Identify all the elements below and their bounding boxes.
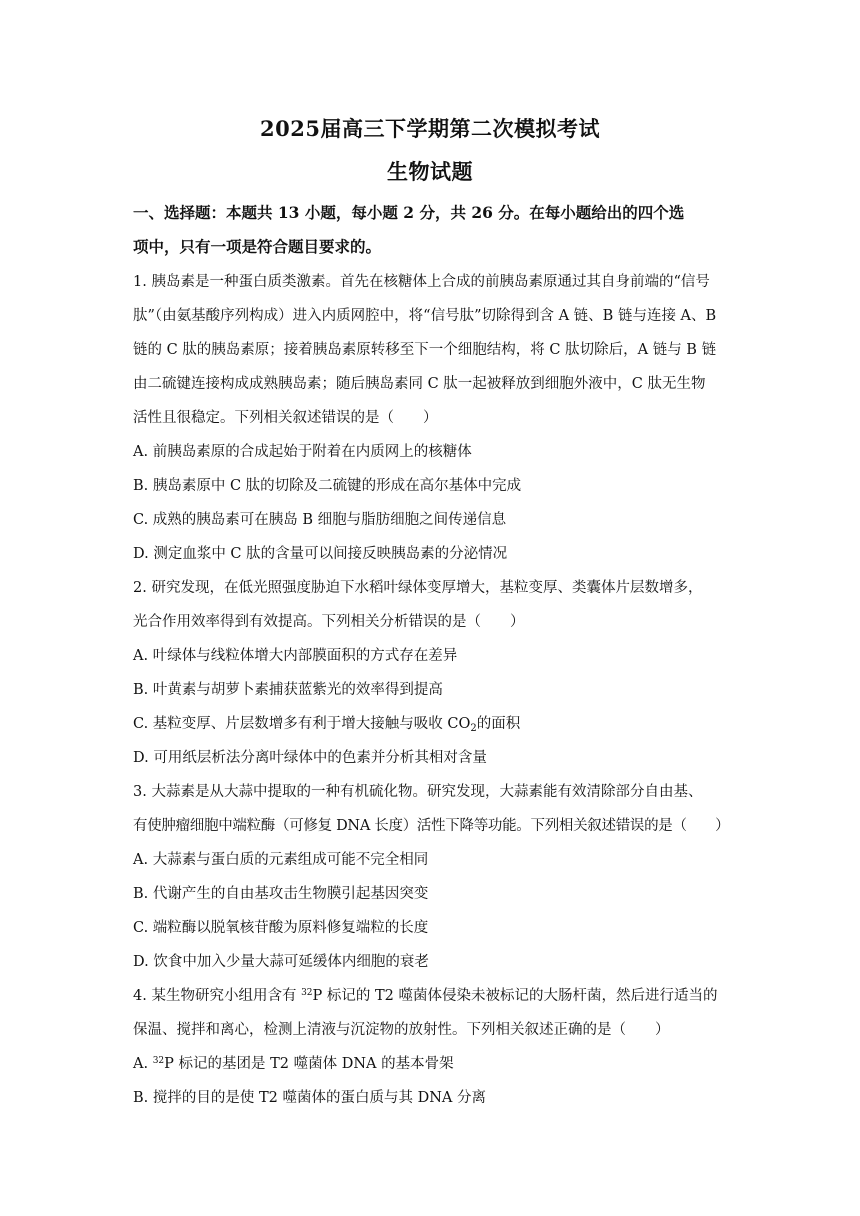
section-heading-line-2: 项中，只有一项是符合题目要求的。 — [133, 237, 382, 256]
q2-option-a: A. 叶绿体与线粒体增大内部膜面积的方式存在差异 — [133, 648, 458, 664]
q2-option-c-tail: 的面积 — [476, 716, 521, 732]
q4-stem-pre: 4. 某生物研究小组用含有 — [133, 988, 302, 1004]
q1-option-c: C. 成熟的胰岛素可在胰岛 B 细胞与脂肪细胞之间传递信息 — [133, 512, 507, 528]
q1-stem-line-4: 由二硫键连接构成成熟胰岛素；随后胰岛素同 C 肽一起被释放到细胞外液中，C 肽无生物 — [133, 376, 706, 392]
q1-stem-line-5: 活性且很稳定。下列相关叙述错误的是（ ） — [133, 410, 438, 426]
q3-option-b: B. 代谢产生的自由基攻击生物膜引起基因突变 — [133, 886, 429, 902]
q4-option-a-pre: A. — [133, 1056, 153, 1072]
q4-option-a — [133, 1047, 733, 1081]
q4-option-a-superscript: 32 — [152, 1056, 165, 1066]
q1-stem-line-2: 肽”（由氨基酸序列构成）进入内质网腔中，将“信号肽”切除得到含 A 链、B 链与连接 A、B — [133, 308, 717, 324]
q3-option-d: D. 饮食中加入少量大蒜可延缓体内细胞的衰老 — [133, 954, 429, 970]
q2-option-c-text: C. 基粒变厚、片层数增多有利于增大接触与吸收 CO — [133, 716, 471, 732]
q4-stem-superscript: 32 — [301, 988, 313, 998]
section-heading-line-1: 一、选择题：本题共 13 小题，每小题 2 分，共 26 分。在每小题给出的四个选 — [133, 203, 685, 222]
q4-stem-post: P 标记的 T2 噬菌体侵染未被标记的大肠杆菌，然后进行适当的 — [312, 988, 718, 1004]
exam-title: 2025届高三下学期第二次模拟考试 — [260, 116, 600, 141]
exam-subtitle: 生物试题 — [387, 159, 473, 184]
q1-option-b: B. 胰岛素原中 C 肽的切除及二硫键的形成在高尔基体中完成 — [133, 478, 522, 494]
q1-option-a: A. 前胰岛素原的合成起始于附着在内质网上的核糖体 — [133, 444, 472, 460]
q3-stem-line-1: 3. 大蒜素是从大蒜中提取的一种有机硫化物。研究发现，大蒜素能有效清除部分自由基、 — [133, 784, 703, 800]
q4-option-b: B. 搅拌的目的是使 T2 噬菌体的蛋白质与其 DNA 分离 — [133, 1090, 486, 1106]
q2-stem-line-2: 光合作用效率得到有效提高。下列相关分析错误的是（ ） — [133, 614, 525, 630]
q4-stem-line-2: 保温、搅拌和离心，检测上清液与沉淀物的放射性。下列相关叙述正确的是（ ） — [133, 1022, 670, 1038]
q4-option-a-post: P 标记的基团是 T2 噬菌体 DNA 的基本骨架 — [164, 1056, 454, 1072]
q3-stem-line-2: 有使肿瘤细胞中端粒酶（可修复 DNA 长度）活性下降等功能。下列相关叙述错误的是（ ） — [133, 818, 730, 834]
q1-stem-line-3: 链的 C 肽的胰岛素原；接着胰岛素原转移至下一个细胞结构，将 C 肽切除后，A 链与 B 链 — [133, 342, 717, 358]
q3-option-a: A. 大蒜素与蛋白质的元素组成可能不完全相同 — [133, 852, 429, 868]
q2-option-c — [133, 707, 733, 741]
q1-option-d: D. 测定血浆中 C 肽的含量可以间接反映胰岛素的分泌情况 — [133, 546, 508, 562]
q1-stem-line-1: 1. 胰岛素是一种蛋白质类激素。首先在核糖体上合成的前胰岛素原通过其自身前端的“信号 — [133, 274, 710, 290]
q2-stem-line-1: 2. 研究发现，在低光照强度胁迫下水稻叶绿体变厚增大，基粒变厚、类囊体片层数增多， — [133, 580, 703, 596]
q4-stem-line-1 — [133, 979, 733, 1013]
q2-option-b: B. 叶黄素与胡萝卜素捕获蓝紫光的效率得到提高 — [133, 682, 443, 698]
q2-option-c-subscript: 2 — [470, 723, 477, 734]
q3-option-c: C. 端粒酶以脱氧核苷酸为原料修复端粒的长度 — [133, 920, 429, 936]
q2-option-d: D. 可用纸层析法分离叶绿体中的色素并分析其相对含量 — [133, 750, 487, 766]
